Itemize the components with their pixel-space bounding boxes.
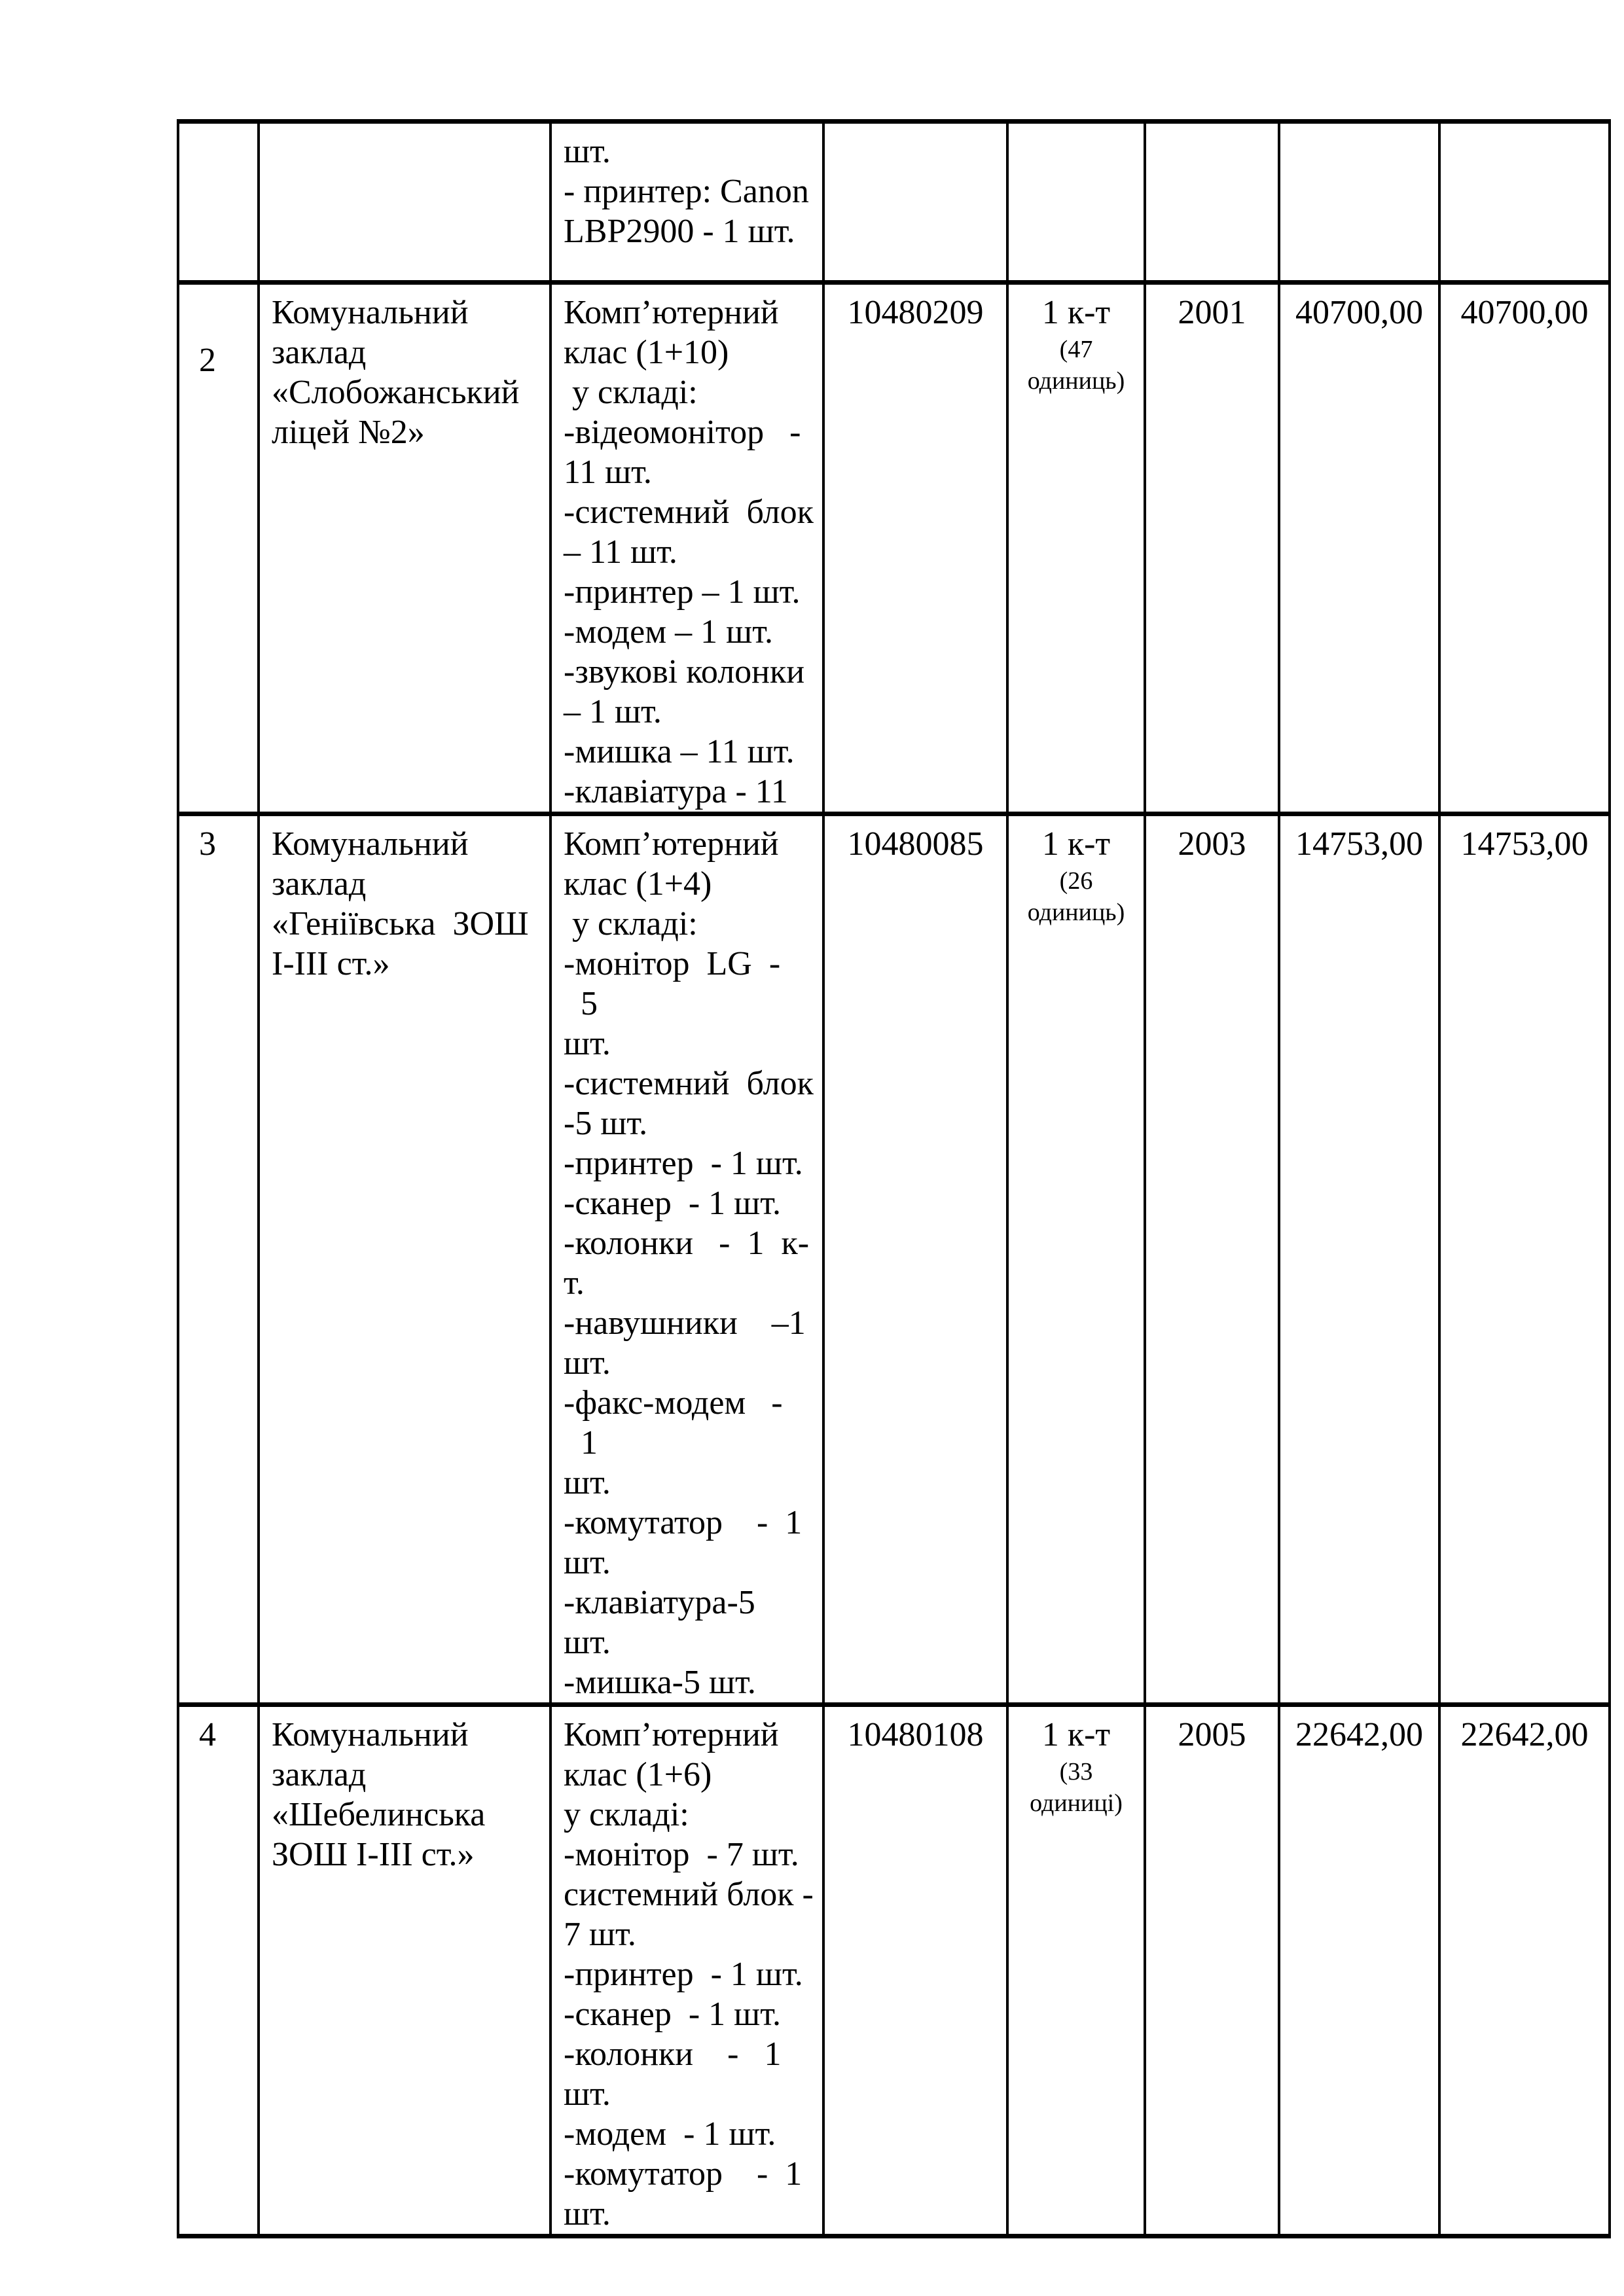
residual-value-cell: 14753,00 (1439, 814, 1610, 1705)
institution-cell (259, 122, 550, 283)
inventory-number-cell: 10480209 (823, 283, 1007, 814)
equipment-table (177, 119, 1611, 2238)
inventory-number-cell: 10480085 (823, 814, 1007, 1705)
residual-value-cell: 40700,00 (1439, 283, 1610, 814)
quantity-cell (1007, 283, 1145, 814)
table-row-3 (178, 814, 1610, 1705)
quantity-units: (33 одиниці) (1030, 1758, 1123, 1817)
table-row-continuation (178, 122, 1610, 283)
quantity-cell (1007, 122, 1145, 283)
quantity-cell (1007, 814, 1145, 1705)
row-number-cell (178, 122, 259, 283)
residual-value-cell (1439, 122, 1610, 283)
quantity-units: (47 одиниць) (1027, 336, 1125, 395)
table-row-4 (178, 1705, 1610, 2236)
year-cell: 2003 (1145, 814, 1279, 1705)
institution-cell: Комунальний заклад «Геніївська ЗОШ І-ІІІ ст.» (259, 814, 550, 1705)
initial-value-cell: 22642,00 (1279, 1705, 1439, 2236)
quantity-units: (26 одиниць) (1027, 867, 1125, 926)
year-cell: 2005 (1145, 1705, 1279, 2236)
year-cell: 2001 (1145, 283, 1279, 814)
inventory-number-cell: 10480108 (823, 1705, 1007, 2236)
quantity-cell (1007, 1705, 1145, 2236)
row-number-cell: 2 (178, 283, 259, 814)
equipment-cell: шт. - принтер: Canon LBP2900 - 1 шт. (550, 122, 823, 283)
row-number-cell: 4 (178, 1705, 259, 2236)
quantity-main: 1 к-т (1041, 294, 1111, 331)
row-number-cell: 3 (178, 814, 259, 1705)
table-row-2 (178, 283, 1610, 814)
institution-cell: Комунальний заклад «Слобожанський ліцей №2» (259, 283, 550, 814)
initial-value-cell: 14753,00 (1279, 814, 1439, 1705)
inventory-number-cell (823, 122, 1007, 283)
quantity-main: 1 к-т (1041, 1716, 1111, 1753)
residual-value-cell: 22642,00 (1439, 1705, 1610, 2236)
year-cell (1145, 122, 1279, 283)
institution-cell: Комунальний заклад «Шебелинська ЗОШ І-ІІІ ст.» (259, 1705, 550, 2236)
equipment-cell: Комп’ютерний клас (1+4) у складі: -монітор LG - 5 шт. -системний блок -5 шт. -принтер - 1 шт. -сканер - 1 шт. -колонки - 1 к- т. -навушники –1 шт. -факс-модем - 1 шт. -комутатор - 1 шт. -клавіатура-5 шт. -мишка-5 шт. (550, 814, 823, 1705)
equipment-cell: Комп’ютерний клас (1+10) у складі: -відеомонітор - 11 шт. -системний блок – 11 шт. -принтер – 1 шт. -модем – 1 шт. -звукові колонки – 1 шт. -мишка – 11 шт. -клавіатура - 11 (550, 283, 823, 814)
initial-value-cell (1279, 122, 1439, 283)
equipment-cell: Комп’ютерний клас (1+6) у складі: -монітор - 7 шт. системний блок - 7 шт. -принтер - 1 шт. -сканер - 1 шт. -колонки - 1 шт. -модем - 1 шт. -комутатор - 1 шт. (550, 1705, 823, 2236)
quantity-main: 1 к-т (1041, 825, 1111, 863)
initial-value-cell: 40700,00 (1279, 283, 1439, 814)
